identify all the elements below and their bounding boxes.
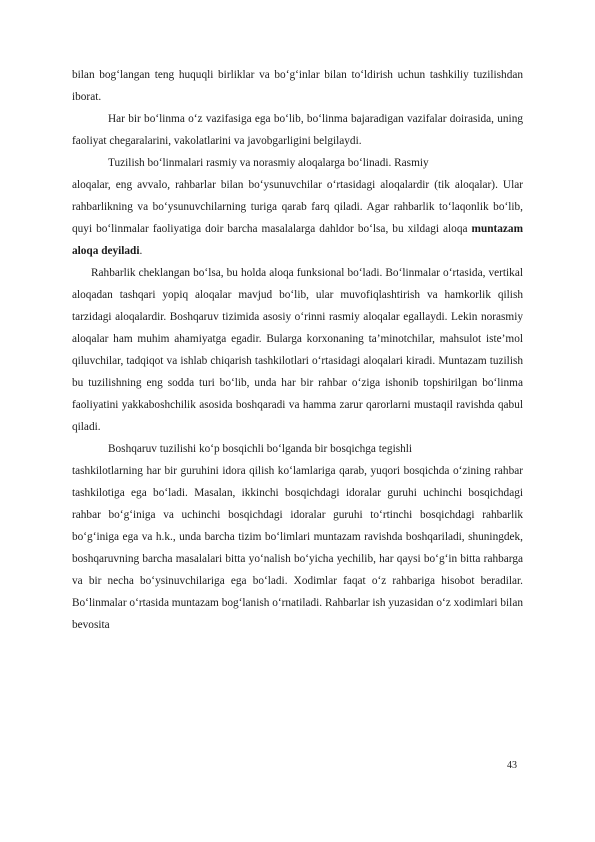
paragraph-1: bilan bog‘langan teng huquqli birliklar va bo‘g‘inlar bilan to‘ldirish uchun tashkiliy tuzilishdan iborat. xyxy=(72,69,523,103)
document-page xyxy=(72,64,523,636)
paragraph-5-first-line: Boshqaruv tuzilishi ko‘p bosqichli bo‘lganda bir bosqichga tegishli xyxy=(108,443,413,455)
paragraph-4: Rahbarlik cheklangan bo‘lsa, bu holda aloqa funksional bo‘ladi. Bo‘linmalar o‘rtasida, vertikal aloqadan tashqari yopiq aloqalar mavjud bo‘lib, ular muvofiqlashtirish va hamkorlik qilish tarzidagi aloqalardir. Boshqaruv tizimida asosiy o‘rinni rasmiy aloqalar egallaydi. Lekin norasmiy aloqalar ham muhim ahamiyatga egadir. Bularga korxonaning ta’minotchilar, mahsulot iste’mol qiluvchilar, tadqiqot va ishlab chiqarish tashkilotlari o‘rtasidagi aloqalari kiradi. Muntazam tuzilish bu tuzilishning eng sodda turi bo‘lib, unda har bir rahbar o‘ziga ishonib topshirilgan bo‘linma faoliyatini yakkaboshchilik asosida boshqaradi va hamma zarur qarorlarni mustaqil ravishda qabul qiladi. xyxy=(72,267,523,433)
paragraph-3 xyxy=(72,174,523,262)
paragraph-5: tashkilotlarning har bir guruhini idora qilish ko‘lamlariga qarab, yuqori bosqichda o‘zining rahbar tashkilotiga ega bo‘ladi. Masalan, ikkinchi bosqichdagi idoralar guruhi uchinchi bosqichdagi rahbar bo‘g‘iniga va uchinchi bosqichdagi idoralar guruhi to‘rtinchi bosqichdagi rahbarlik bo‘g‘iniga ega va h.k., unda barcha tizim bo‘limlari muntazam ravishda boshqariladi, shuningdek, boshqaruvning barcha masalalari bitta yo‘nalish bo‘yicha yechilib, har qaysi bo‘g‘in bitta rahbarga va bir necha bo‘ysinuvchilariga ega bo‘ladi. Xodimlar faqat o‘z rahbariga hisobot beradilar. Bo‘linmalar o‘rtasida muntazam bog‘lanish o‘rnatiladi. Rahbarlar ish yuzasidan o‘z xodimlari bilan bevosita xyxy=(72,465,523,631)
paragraph-3-end: . xyxy=(139,245,143,257)
paragraph-3-first-line: Tuzilish bo‘linmalari rasmiy va norasmiy aloqalarga bo‘linadi. Rasmiy xyxy=(108,157,429,169)
paragraph-3-text: aloqalar, eng avvalo, rahbarlar bilan bo‘ysunuvchilar o‘rtasidagi aloqalardir (tik aloqalar). Ular rahbarlikning va bo‘ysunuvchilarning turiga qarab farq qiladi. Agar rahbarlik to‘laqonlik bo‘lib, quyi bo‘linmalar faoliyatiga doir barcha masalalarga dahldor bo‘lsa, bu xildagi aloqa xyxy=(72,179,523,235)
page-number: 43 xyxy=(507,760,517,771)
paragraph-2: Har bir bo‘linma o‘z vazifasiga ega bo‘lib, bo‘linma bajaradigan vazifalar doirasida, uning faoliyat chegaralarini, vakolatlarini va javobgarligini belgilaydi. xyxy=(72,113,523,147)
paragraph-3-bold-term: muntazam aloqa deyiladi xyxy=(72,223,523,257)
